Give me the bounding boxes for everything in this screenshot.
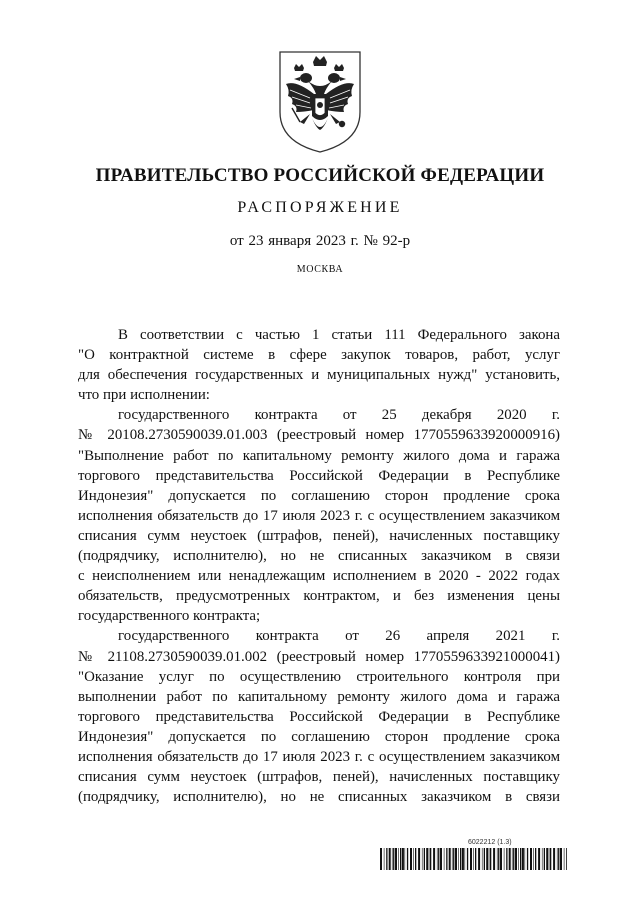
body-line: государственного контракта от 25 декабря 2020 г. — [118, 407, 560, 424]
body-line: (подрядчику, исполнителю), но не списанных заказчиком в связи — [78, 789, 560, 806]
body-line: исполнения обязательств до 17 июля 2023 г. с осуществлением заказчиком — [78, 748, 560, 765]
page-code: 6022212 (1.3) — [468, 839, 512, 846]
body-line: государственного контракта; — [78, 608, 261, 625]
body-line: исполнения обязательств до 17 июля 2023 г. с осуществлением заказчиком — [78, 507, 560, 524]
body-line: государственного контракта от 26 апреля 2021 г. — [118, 628, 560, 645]
body-line: Индонезия" допускается по соглашению сторон продление срока — [78, 728, 560, 745]
body-line: № 20108.2730590039.01.003 (реестровый номер 1770559633920000916) — [78, 427, 560, 444]
document-type: РАСПОРЯЖЕНИЕ — [237, 199, 403, 216]
body-line: № 21108.2730590039.01.002 (реестровый номер 1770559633921000041) — [78, 648, 560, 665]
document-date-number: от 23 января 2023 г. № 92-р — [229, 233, 411, 249]
body-line: "О контрактной системе в сфере закупок товаров, работ, услуг — [78, 347, 560, 364]
body-line: "Оказание услуг по осуществлению строительного контроля при — [78, 668, 560, 685]
body-line: торгового представительства Российской Федерации в Республике — [78, 708, 560, 725]
body-line: (подрядчику, исполнителю), но не списанных заказчиком в связи — [78, 548, 560, 565]
body-line: списания сумм неустоек (штрафов, пеней), начисленных поставщику — [78, 769, 560, 786]
barcode-icon — [380, 848, 567, 870]
body-line: торгового представительства Российской Федерации в Республике — [78, 467, 560, 484]
body-line: для обеспечения государственных и муниципальных нужд" установить, — [78, 367, 560, 384]
body-line: с неисполнением или ненадлежащим исполнением в 2020 - 2022 годах — [78, 568, 560, 585]
body-line: Индонезия" допускается по соглашению сторон продление срока — [78, 487, 560, 504]
body-line: В соответствии с частью 1 статьи 111 Федерального закона — [118, 327, 560, 343]
body-line: выполнении работ по капитальному ремонту жилого дома и гаража — [78, 688, 560, 705]
body-line: "Выполнение работ по капитальному ремонту жилого дома и гаража — [78, 447, 560, 464]
state-emblem-icon — [276, 50, 364, 154]
body-line: списания сумм неустоек (штрафов, пеней), начисленных поставщику — [78, 527, 560, 544]
document-city: МОСКВА — [296, 264, 344, 275]
government-title: ПРАВИТЕЛЬСТВО РОССИЙСКОЙ ФЕДЕРАЦИИ — [95, 165, 545, 186]
document-body — [78, 325, 560, 807]
body-line: обязательств, предусмотренных контрактом, и без изменения цены — [78, 588, 560, 605]
body-line: что при исполнении: — [78, 387, 210, 404]
